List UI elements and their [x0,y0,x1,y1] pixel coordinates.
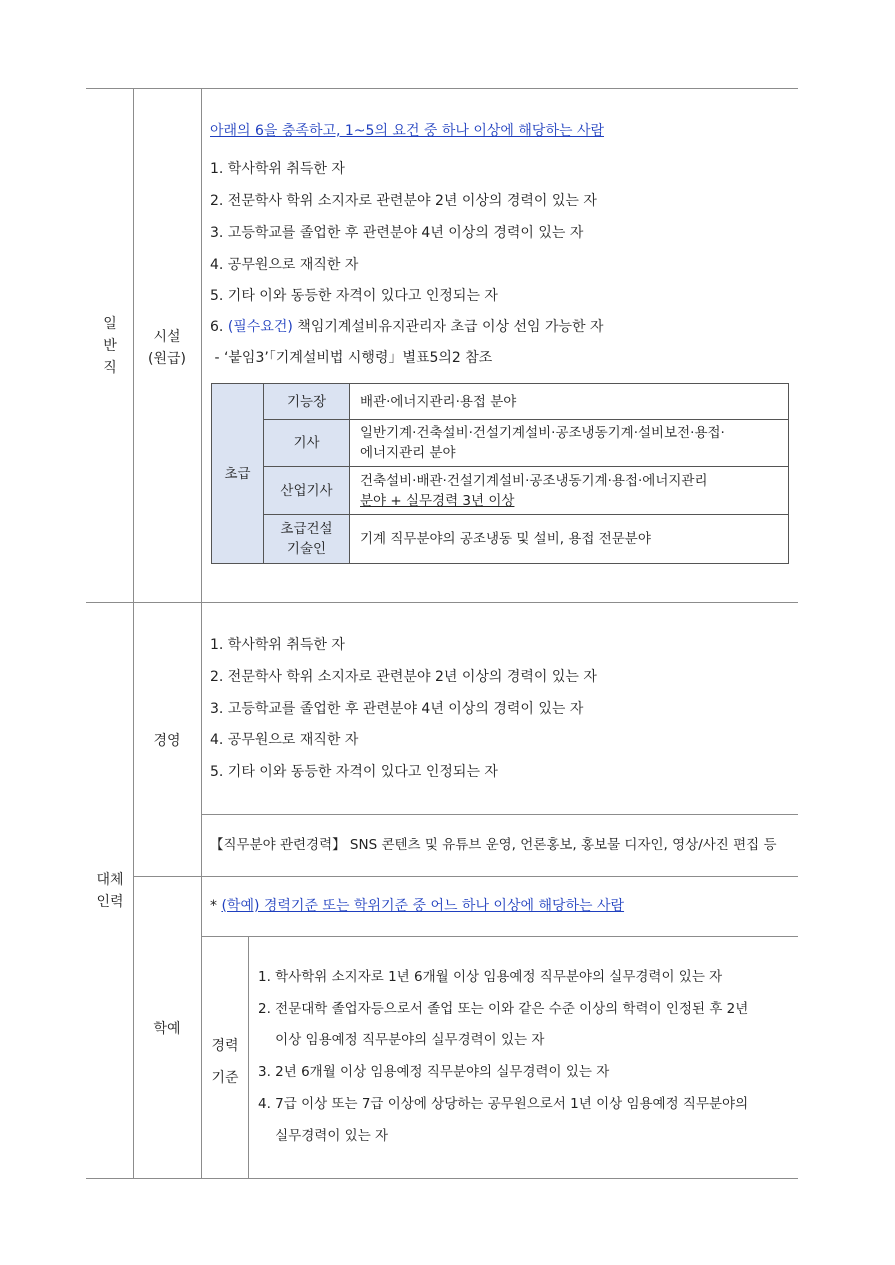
facility-item-5: 5. 기타 이와 동등한 자격이 있다고 인정되는 자 [210,288,498,304]
column-divider-2 [201,88,202,1178]
qual-cell-1 [264,384,350,420]
facility-item-6-text: 책임기계설비유지관리자 초급 이상 선임 가능한 자 [292,319,604,335]
note-star: * [210,898,222,914]
facility-item-1: 1. 학사학위 취득한 자 [210,161,345,177]
management-item-4: 4. 공무원으로 재직한 자 [210,732,359,748]
criteria-column-divider [248,936,249,1178]
column-divider-1 [133,88,134,1178]
field-cell-2 [350,420,788,467]
qualification-table [211,383,789,564]
field-text-line-2: 분야 + 실무경력 3년 이상 [360,492,515,509]
field-cell-4 [350,515,788,563]
management-item-5: 5. 기타 이와 동등한 자격이 있다고 인정되는 자 [210,764,498,780]
qual-label: 초급건설 기술인 [280,521,333,557]
grade-label: 초급 [224,465,251,482]
field-text: 일반기계·건축설비·건설기계설비·공조냉동기계·설비보전·용접· 에너지관리 분야 [360,425,725,461]
field-text: 기계 직무분야의 공조냉동 및 설비, 용접 전문분야 [360,531,651,547]
category-general: 일 반 직 [103,316,117,376]
management-related-experience: 【직무분야 관련경력】 SNS 콘텐츠 및 유튜브 운영, 언론홍보, 홍보물 디자인, 영상/사진 편집 등 [210,837,777,853]
field-text-line-1: 건축설비·배관·건설기계설비·공조냉동기계·용접·에너지관리 [360,472,708,489]
management-item-3: 3. 고등학교를 졸업한 후 관련분야 4년 이상의 경력이 있는 자 [210,701,584,717]
facility-label: 시설 (원급) [148,329,186,367]
academic-note [210,896,624,916]
table-bottom-border [86,1178,798,1179]
field-cell-3 [350,467,788,515]
academic-item-4-cont: 실무경력이 있는 자 [258,1128,389,1144]
field-text: 배관·에너지관리·용접 분야 [360,393,517,410]
row-divider-management-academic [133,876,798,877]
facility-item-4: 4. 공무원으로 재직한 자 [210,257,359,273]
facility-item-6-prefix: 6. [210,319,228,335]
management-item-1: 1. 학사학위 취득한 자 [210,637,345,653]
qual-cell-3 [264,467,350,515]
category-substitute: 대체 인력 [96,872,124,910]
facility-condition-header: 아래의 6을 충족하고, 1~5의 요건 중 하나 이상에 해당하는 사람 [210,123,605,139]
facility-item-2: 2. 전문학사 학위 소지자로 관련분야 2년 이상의 경력이 있는 자 [210,193,597,209]
qual-label: 기사 [293,435,320,451]
management-label: 경영 [153,733,181,749]
table-top-border [86,88,798,89]
academic-item-3: 3. 2년 6개월 이상 임용예정 직무분야의 실무경력이 있는 자 [258,1064,610,1080]
qual-cell-4 [264,515,350,563]
academic-note-text: (학예) 경력기준 또는 학위기준 중 어느 하나 이상에 해당하는 사람 [221,898,625,914]
qual-cell-2 [264,420,350,467]
row-divider-general-substitute [86,602,798,603]
academic-item-1: 1. 학사학위 소지자로 1년 6개월 이상 임용예정 직무분야의 실무경력이 있는 자 [258,969,723,985]
grade-cell [212,384,264,563]
management-divider [201,814,798,815]
academic-item-2-cont: 이상 임용예정 직무분야의 실무경력이 있는 자 [258,1032,545,1048]
facility-item-6 [210,317,604,337]
qual-label: 기능장 [286,393,327,410]
management-item-2: 2. 전문학사 학위 소지자로 관련분야 2년 이상의 경력이 있는 자 [210,669,597,685]
academic-item-2: 2. 전문대학 졸업자등으로서 졸업 또는 이와 같은 수준 이상의 학력이 인정된 후 2년 [258,1001,749,1017]
academic-label: 학예 [153,1021,181,1037]
facility-reference: - ‘붙임3’「기계설비법 시행령」별표5의2 참조 [210,350,493,366]
academic-note-divider [201,936,798,937]
qual-label: 산업기사 [280,482,333,499]
field-cell-1 [350,384,788,420]
required-tag: (필수요건) [227,319,293,335]
criteria-label: 경력 기준 [211,1038,239,1086]
academic-item-4: 4. 7급 이상 또는 7급 이상에 상당하는 공무원으로서 1년 이상 임용예정 직무분야의 [258,1096,749,1112]
facility-item-3: 3. 고등학교를 졸업한 후 관련분야 4년 이상의 경력이 있는 자 [210,225,584,241]
